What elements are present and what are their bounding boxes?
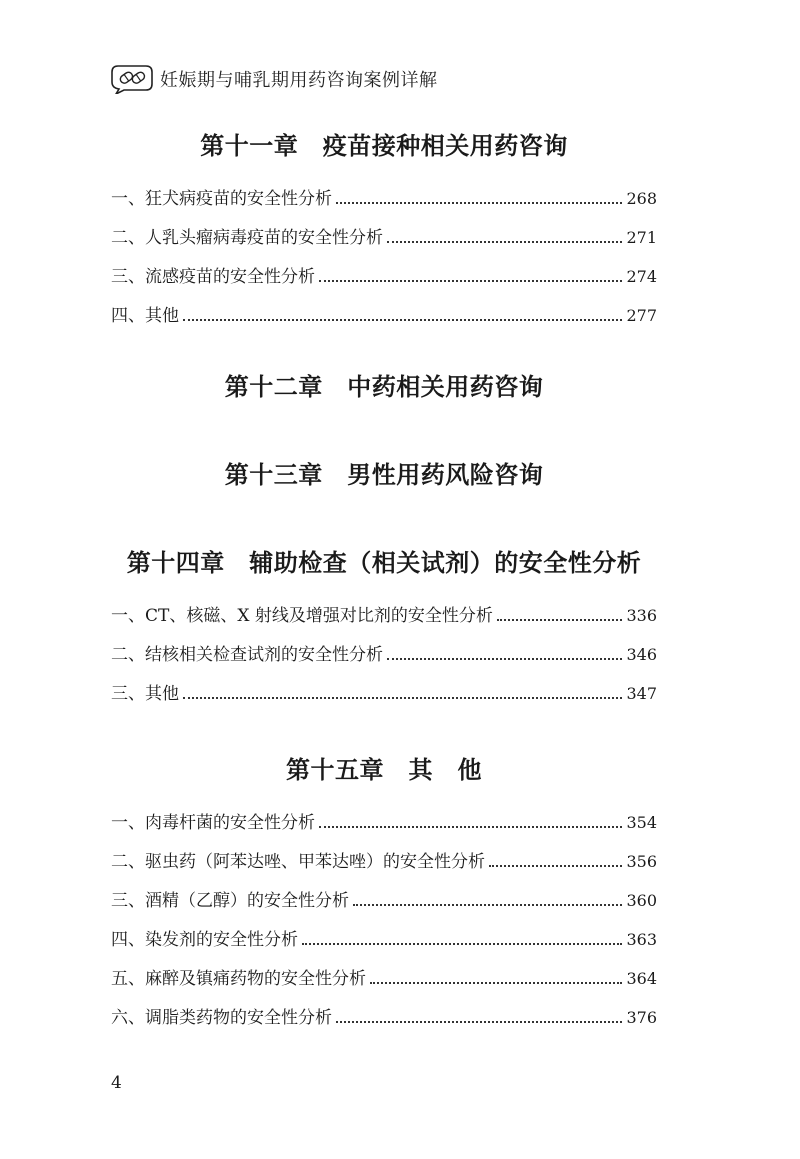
chapter-title: 第十三章 男性用药风险咨询 [224,460,544,489]
entry-page-number: 277 [626,306,657,325]
entry-page-number: 364 [626,969,657,988]
entry-page-number: 271 [626,228,657,247]
chapter-title: 第十四章 辅助检查（相关试剂）的安全性分析 [126,548,642,577]
chapter-entries [111,179,657,335]
entry-page-number: 274 [626,267,657,286]
entry-page-number: 360 [626,891,657,910]
toc-entry[interactable] [111,218,657,257]
table-of-contents [111,122,657,1037]
dot-leader [387,241,622,243]
entry-label: 一、CT、核磁、X 射线及增强对比剂的安全性分析 [111,606,493,626]
pill-speech-bubble-icon [110,64,154,94]
entry-label: 四、其他 [111,306,179,326]
entry-label: 四、染发剂的安全性分析 [111,930,298,950]
entry-label: 六、调脂类药物的安全性分析 [111,1008,332,1028]
dot-leader [336,202,622,204]
dot-leader [387,658,622,660]
entry-label: 三、流感疫苗的安全性分析 [111,267,315,287]
dot-leader [370,982,622,984]
entry-page-number: 336 [626,606,657,625]
toc-entry[interactable] [111,959,657,998]
entry-page-number: 356 [626,852,657,871]
chapter-title: 第十一章 疫苗接种相关用药咨询 [200,131,568,160]
chapter-15 [111,746,657,1037]
entry-label: 二、人乳头瘤病毒疫苗的安全性分析 [111,228,383,248]
dot-leader [183,319,622,321]
toc-entry[interactable] [111,596,657,635]
entry-label: 三、酒精（乙醇）的安全性分析 [111,891,349,911]
dot-leader [183,697,622,699]
entry-page-number: 347 [626,684,657,703]
chapter-entries [111,596,657,713]
chapter-13 [111,451,657,499]
entry-page-number: 354 [626,813,657,832]
chapter-11 [111,122,657,335]
entry-page-number: 376 [626,1008,657,1027]
dot-leader [489,865,622,867]
page-number: 4 [111,1073,122,1093]
chapter-entries [111,803,657,1037]
toc-entry[interactable] [111,179,657,218]
running-header [110,64,438,94]
dot-leader [319,280,622,282]
toc-entry[interactable] [111,842,657,881]
book-title: 妊娠期与哺乳期用药咨询案例详解 [160,70,438,91]
dot-leader [319,826,622,828]
chapter-14 [111,539,657,713]
toc-entry[interactable] [111,257,657,296]
entry-page-number: 268 [626,189,657,208]
toc-entry[interactable] [111,920,657,959]
toc-entry[interactable] [111,998,657,1037]
entry-label: 二、驱虫药（阿苯达唑、甲苯达唑）的安全性分析 [111,852,485,872]
dot-leader [497,619,623,621]
toc-entry[interactable] [111,635,657,674]
toc-entry[interactable] [111,674,657,713]
chapter-title: 第十五章 其 他 [286,755,482,784]
entry-label: 三、其他 [111,684,179,704]
chapter-12 [111,363,657,411]
entry-page-number: 346 [626,645,657,664]
dot-leader [336,1021,622,1023]
toc-entry[interactable] [111,296,657,335]
dot-leader [302,943,622,945]
entry-label: 一、狂犬病疫苗的安全性分析 [111,189,332,209]
entry-label: 二、结核相关检查试剂的安全性分析 [111,645,383,665]
chapter-title: 第十二章 中药相关用药咨询 [224,372,544,401]
entry-page-number: 363 [626,930,657,949]
entry-label: 五、麻醉及镇痛药物的安全性分析 [111,969,366,989]
dot-leader [353,904,622,906]
entry-label: 一、肉毒杆菌的安全性分析 [111,813,315,833]
toc-entry[interactable] [111,803,657,842]
toc-entry[interactable] [111,881,657,920]
